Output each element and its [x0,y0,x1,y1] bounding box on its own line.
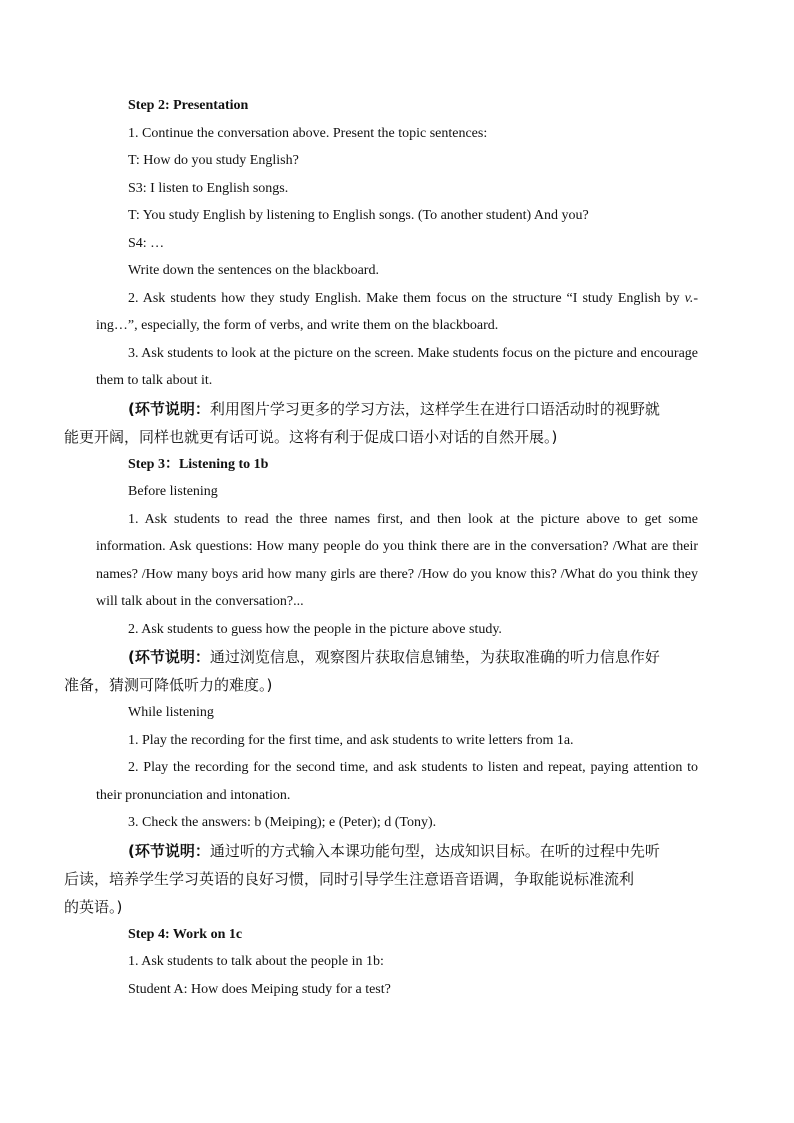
step2-line-4: T: You study English by listening to English songs. (To another student) And you? [128,208,589,223]
step2-line-2: T: How do you study English? [128,153,299,168]
step3-note-2-line-1: 通过听的方式输入本课功能句型，达成知识目标。在听的过程中先听 [209,841,660,860]
step2-note [64,395,698,451]
verb-abbrev: v. [684,290,694,306]
while-listening-item-3: 3. Check the answers: b (Meiping); e (Peter); d (Tony). [128,815,437,830]
step4-heading: Step 4: Work on 1c [128,926,243,942]
while-listening-item-1: 1. Play the recording for the first time, and ask students to write letters from 1a. [128,732,574,748]
step2-item-2-text-b: -ing…”, especially, the form of verbs, and write them on the blackboard. [96,290,698,333]
step3-note-2 [64,837,698,921]
step2-item-2-text-a: 2. Ask students how they study English. Make them focus on the structure “I study English by [128,290,685,306]
step2-line-3: S3: I listen to English songs. [128,180,289,196]
step2-line-5: S4: … [128,235,165,251]
while-listening-label: While listening [128,705,214,720]
step4-student-a: Student A: How does Meiping study for a test? [128,981,391,997]
lesson-plan-body [64,92,698,1003]
step2-note-label: (环节说明： [128,399,210,418]
step2-heading: Step 2: Presentation [128,98,249,113]
step2-item-2 [96,285,698,340]
step3-note-1-line-1: 通过浏览信息，观察图片获取信息铺垫，为获取准确的听力信息作好 [209,648,660,666]
step2-line-1: 1. Continue the conversation above. Present the topic sentences: [128,125,488,141]
before-listening-item-1: 1. Ask students to read the three names first, and then look at the picture above to get some information. Ask questions: How many people do you think there are in the conversation? /What are their names? /How many boys arid how many girls are there? /How do you know this? /What do you think they will talk about in the conversation?... [96,511,698,609]
step2-note-line-1: 利用图片学习更多的学习方法，这样学生在进行口语活动时的视野就 [209,399,660,418]
step3-note-2-line-2: 后读，培养学生学习英语的良好习惯，同时引导学生注意语音语调，争取能说标准流利 [64,869,635,888]
step2-item-3: 3. Ask students to look at the picture on the screen. Make students focus on the picture and encourage them to talk about it. [96,345,698,388]
while-listening-item-2: 2. Play the recording for the second time, and ask students to listen and repeat, paying attention to their pronunciation and intonation. [96,760,698,803]
step3-note-2-line-3: 的英语。) [64,897,123,916]
step3-note-1-line-2: 准备，猜测可降低听力的难度。) [64,676,273,694]
step4-item-1: 1. Ask students to talk about the people in 1b: [128,954,384,969]
step3-note-1-label: (环节说明： [128,648,210,666]
before-listening-label: Before listening [128,484,218,499]
step2-note-line-2: 能更开阔，同样也就更有话可说。这将有利于促成口语小对话的自然开展。) [64,427,558,446]
step2-line-6: Write down the sentences on the blackboard. [128,263,379,278]
before-listening-item-2: 2. Ask students to guess how the people in the picture above study. [128,621,502,637]
step3-heading: Step 3：Listening to 1b [128,456,269,472]
step3-note-2-label: (环节说明： [128,841,210,860]
step3-note-1 [64,643,698,699]
